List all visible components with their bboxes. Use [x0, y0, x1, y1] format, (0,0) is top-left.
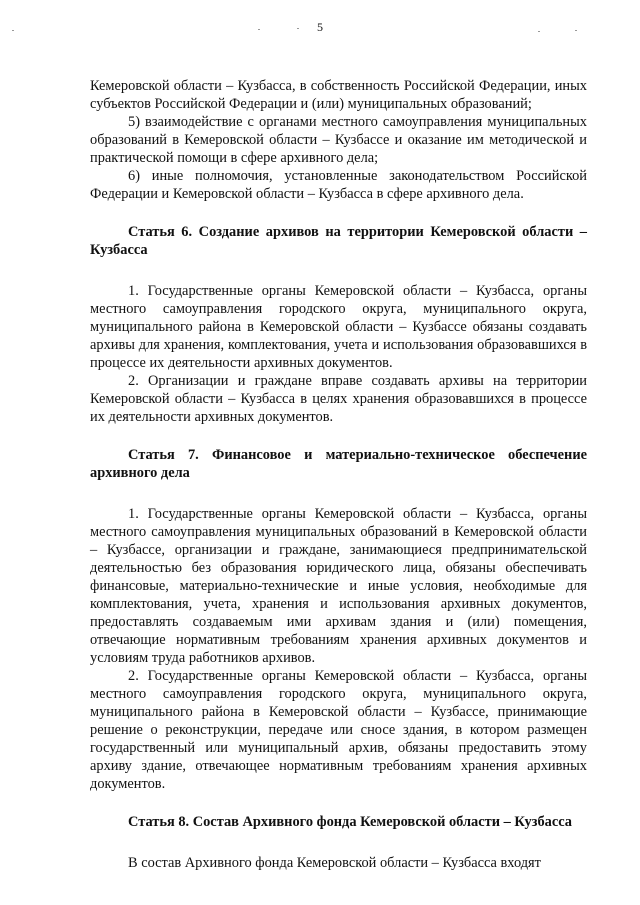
- document-body: [90, 77, 587, 872]
- article-item: 2. Организации и граждане вправе создавать архивы на территории Кемеровской области – Кузбасса в целях хранения образовавшихся в процессе их деятельности архивных документов.: [90, 373, 587, 425]
- paragraph: 5) взаимодействие с органами местного самоуправления муниципальных образований в Кемеровской области – Кузбассе и оказание им методической и практической помощи в сфере архивного дела;: [90, 114, 587, 166]
- article-heading: Статья 6. Создание архивов на территории Кемеровской области – Кузбасса: [90, 224, 587, 258]
- scan-speck: [538, 31, 540, 32]
- article-item: В состав Архивного фонда Кемеровской области – Кузбасса входят: [128, 855, 541, 871]
- paragraph: Кемеровской области – Кузбасса, в собственность Российской Федерации, иных субъектов Российской Федерации и (или) муниципальных образований;: [90, 78, 587, 112]
- scan-speck: [575, 30, 577, 31]
- article-item: 1. Государственные органы Кемеровской области – Кузбасса, органы местного самоуправления муниципальных образований в Кемеровской области – Кузбассе, организации и граждане, занимающиеся предпринимательской деятельностью без образования юридического лица, обязаны обеспечивать финансовые, материально-технические и иные условия, необходимые для комплектования, учета, хранения и использования архивных документов, предоставлять создаваемым ими архивам здания и (или) помещения, отвечающие нормативным требованиям хранения архивных документов и условиям труда работников архивов.: [90, 506, 587, 666]
- article-heading: Статья 7. Финансовое и материально-техническое обеспечение архивного дела: [90, 447, 587, 481]
- article-item: 2. Государственные органы Кемеровской области – Кузбасса, органы местного самоуправления городского округа, муниципального округа, муниципального района в Кемеровской области – Кузбассе, принимающие решение о реконструкции, передаче или сносе здания, в котором размещен государственный или муниципальный архив, обязаны предоставить этому архиву здание, отвечающее нормативным требованиям хранения архивных документов.: [90, 668, 587, 792]
- scan-speck: [258, 29, 260, 30]
- scan-speck: [297, 28, 299, 29]
- page-number: 5: [317, 20, 323, 34]
- article-heading: Статья 8. Состав Архивного фонда Кемеровской области – Кузбасса: [128, 814, 572, 830]
- paragraph: 6) иные полномочия, установленные законодательством Российской Федерации и Кемеровской области – Кузбасса в сфере архивного дела.: [90, 168, 587, 202]
- scan-speck: [12, 30, 14, 31]
- article-item: 1. Государственные органы Кемеровской области – Кузбасса, органы местного самоуправления городского округа, муниципального округа, муниципального района в Кемеровской области – Кузбассе обязаны создавать архивы для хранения, комплектования, учета и использования образовавшихся в процессе их деятельности архивных документов.: [90, 283, 587, 371]
